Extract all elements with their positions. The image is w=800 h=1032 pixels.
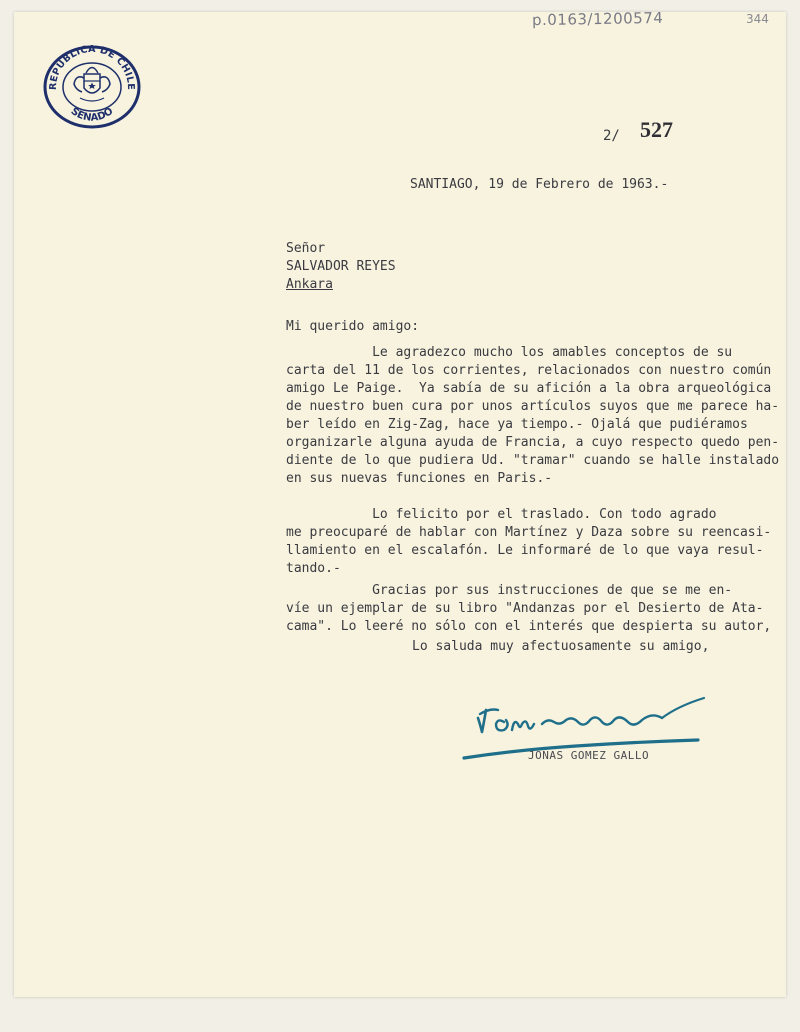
seal-stamp-icon: [42, 44, 142, 130]
folio-number: 344: [746, 12, 769, 26]
body-line: organizarle alguna ayuda de Francia, a cuyo respecto quedo pen-: [286, 435, 780, 450]
seal-top-text: REPUBLICA DE CHILE: [47, 44, 137, 91]
body-line: llamiento en el escalafón. Le informaré de lo que vaya resul-: [286, 543, 764, 558]
body-line: ber leído en Zig-Zag, hace ya tiempo.- Ojalá que pudiéramos: [286, 417, 748, 432]
body-line: amigo Le Paige. Ya sabía de su afición a la obra arqueológica: [286, 381, 772, 396]
date-line: SANTIAGO, 19 de Febrero de 1963.-: [410, 177, 669, 192]
body-line: Lo felicito por el traslado. Con todo agrado: [286, 507, 717, 522]
body-line: tando.-: [286, 561, 341, 576]
senate-seal: [42, 44, 142, 130]
body-line: víe un ejemplar de su libro "Andanzas por el Desierto de Ata-: [286, 601, 764, 616]
torn-edge: [714, 712, 800, 1032]
seal-bottom-text: SENADO: [68, 105, 116, 124]
body-line: diente de lo que pudiera Ud. "tramar" cuando se halle instalado: [286, 453, 780, 468]
document-number: 527: [640, 117, 673, 142]
archive-reference: p.0163/1200574: [531, 8, 664, 30]
typed-signature-name: JONAS GOMEZ GALLO: [528, 749, 650, 762]
body-line: me preocuparé de hablar con Martínez y Daza sobre su reencasi-: [286, 525, 772, 540]
body-line: carta del 11 de los corrientes, relacionados con nuestro común: [286, 363, 772, 378]
body-line: de nuestro buen cura por unos artículos suyos que me parece ha-: [286, 399, 780, 414]
salutation: Mi querido amigo:: [286, 319, 420, 334]
letter-page: [14, 12, 786, 997]
address-honorific: Señor: [286, 241, 326, 256]
closing-line: Lo saluda muy afectuosamente su amigo,: [412, 639, 710, 654]
document-prefix: 2/: [603, 128, 620, 144]
address-name: SALVADOR REYES: [286, 259, 396, 274]
body-line: en sus nuevas funciones en Paris.-: [286, 471, 553, 486]
address-city: Ankara: [286, 277, 333, 292]
body-line: Gracias por sus instrucciones de que se me en-: [286, 583, 733, 598]
body-line: cama". Lo leeré no sólo con el interés que despierta su autor,: [286, 619, 772, 634]
body-line: Le agradezco mucho los amables conceptos de su: [286, 345, 733, 360]
